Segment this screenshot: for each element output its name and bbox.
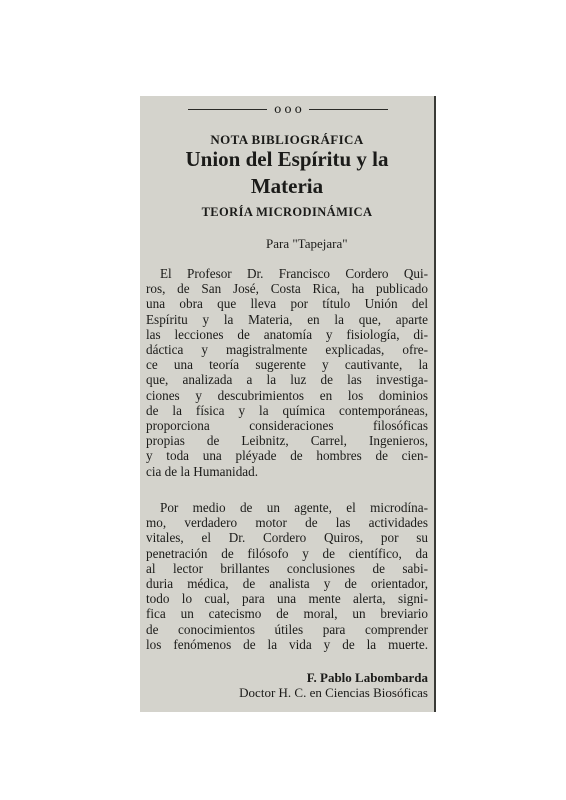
text-line: de la física y la química contemporáneas, <box>146 402 428 418</box>
text-line: duria médica, de analista y de orientador, <box>146 576 428 592</box>
text-line: ros, de San José, Costa Rica, ha publicado <box>146 281 428 297</box>
headline-line: Union del Espíritu y la <box>185 147 389 171</box>
text-line: fica un catecismo de moral, un breviario <box>146 606 428 622</box>
headline-line: Materia <box>250 174 324 198</box>
text-line: al lector brillantes conclusiones de sabi- <box>146 560 428 576</box>
divider-rule-right <box>309 109 388 110</box>
section-kicker: NOTA BIBLIOGRÁFICA <box>210 132 364 147</box>
paragraph-2 <box>146 500 428 652</box>
ornamental-divider <box>188 102 388 116</box>
divider-rule-left <box>188 109 267 110</box>
text-line: vitales, el Dr. Cordero Quiros, por su <box>146 530 428 546</box>
text-line: penetración de filósofo y de científico, da <box>146 545 428 561</box>
text-line: proporciona consideraciones filosóficas <box>146 418 428 434</box>
text-line: de conocimientos útiles para comprender <box>146 621 428 637</box>
text-line: propias de Leibnitz, Carrel, Ingenieros, <box>146 433 428 449</box>
text-line: Por medio de un agente, el microdína- <box>160 500 428 515</box>
author-credential: Doctor H. C. en Ciencias Biosóficas <box>239 685 428 700</box>
text-line: ciones y descubrimientos en los dominios <box>146 387 428 403</box>
newspaper-clipping <box>140 96 436 712</box>
text-line: mo, verdadero motor de las actividades <box>146 515 428 531</box>
text-line: Espíritu y la Materia, en la que, aparte <box>146 311 428 327</box>
article-headline <box>140 146 434 200</box>
text-line: ce una teoría sugerente y cautivante, la <box>146 357 428 373</box>
paragraph-1 <box>146 266 428 479</box>
author-signature: F. Pablo Labombarda <box>306 670 428 685</box>
dedication: Para "Tapejara" <box>266 236 348 251</box>
text-line: y toda una pléyade de hombres de cien- <box>146 448 428 464</box>
text-line: una obra que lleva por título Unión del <box>146 296 428 312</box>
text-line: que, analizada a la luz de las investiga- <box>146 372 428 388</box>
text-line: El Profesor Dr. Francisco Cordero Qui- <box>160 266 428 281</box>
text-line: todo lo cual, para una mente alerta, signi- <box>146 591 428 607</box>
article-subhead: TEORÍA MICRODINÁMICA <box>201 205 373 219</box>
text-line: las lecciones de anatomía y fisiología, di- <box>146 326 428 342</box>
divider-ornament: ooo <box>274 102 305 116</box>
text-line: los fenómenos de la vida y de la muerte. <box>146 636 428 652</box>
text-line: dáctica y magistralmente explicadas, ofre- <box>146 342 428 358</box>
text-line: cia de la Humanidad. <box>146 463 259 479</box>
